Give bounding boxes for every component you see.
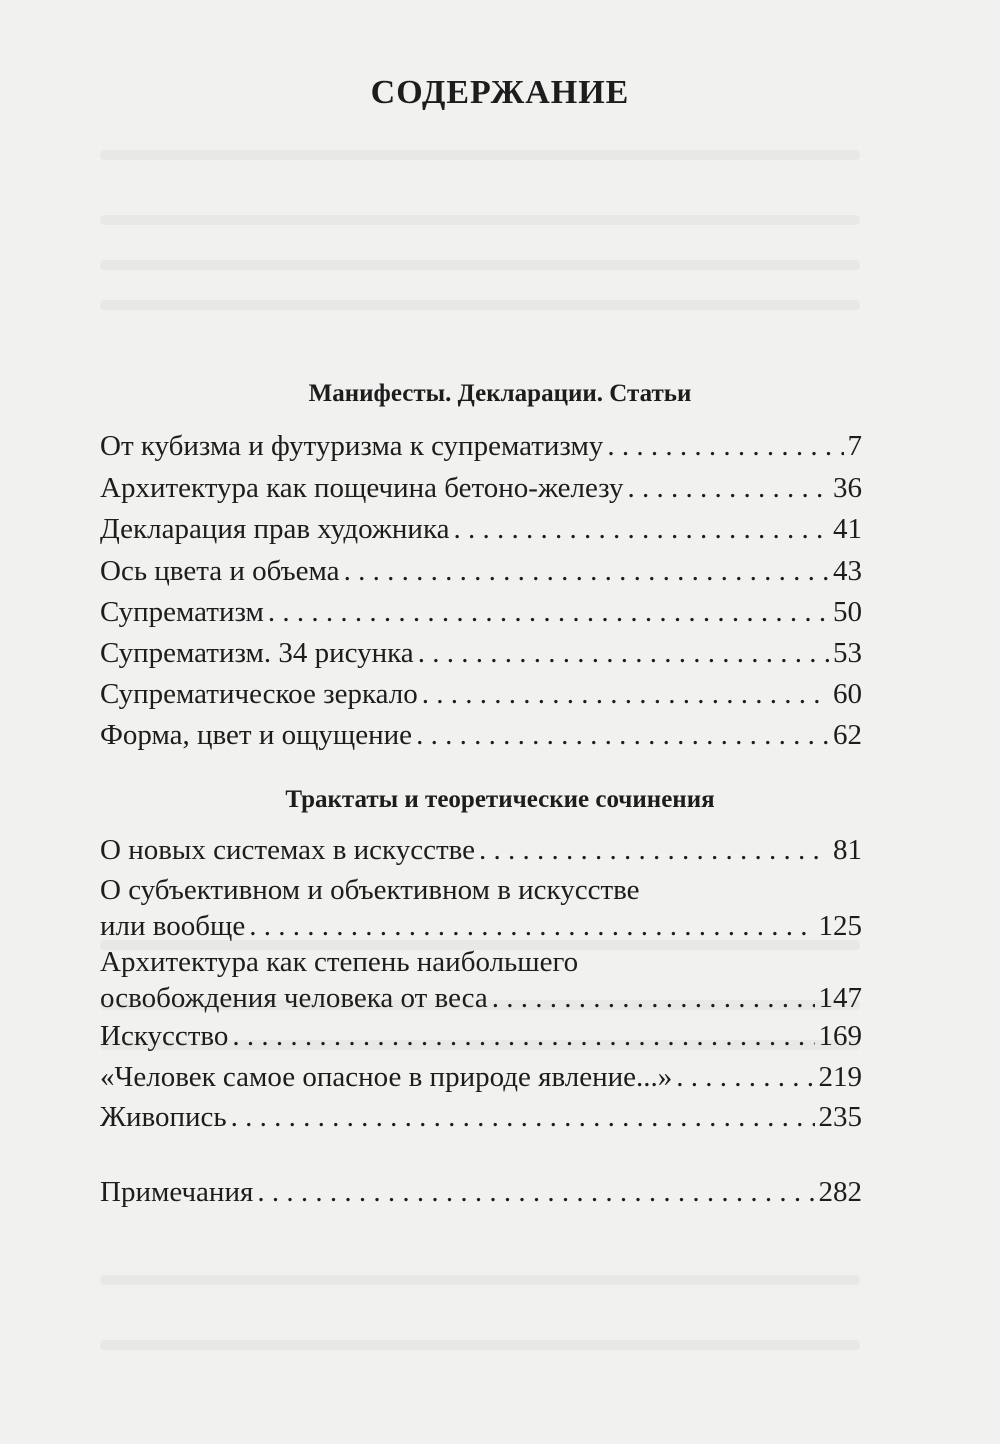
toc-entry-title: или вообще: [100, 910, 246, 942]
toc-entry-page: 60: [833, 678, 862, 710]
leader-dots: [249, 908, 814, 944]
toc-entry-page: 50: [833, 596, 862, 628]
toc-entry-page: 53: [833, 637, 862, 669]
toc-entry[interactable]: [100, 594, 862, 630]
toc-entry[interactable]: [100, 470, 862, 506]
toc-entry[interactable]: [100, 635, 862, 671]
leader-dots: [416, 717, 829, 753]
toc-entry-title: Декларация прав художника: [100, 513, 450, 545]
toc-entry-page: 43: [833, 555, 862, 587]
toc-entry-title: Супрематическое зеркало: [100, 678, 418, 710]
leader-dots: [231, 1099, 815, 1135]
toc-entry-page: 219: [818, 1061, 862, 1093]
leader-dots: [607, 428, 843, 464]
toc-entry-title: освобождения человека от веса: [100, 982, 488, 1014]
leader-dots: [232, 1018, 814, 1054]
toc-entry-title: Ось цвета и объема: [100, 555, 340, 587]
toc-entry[interactable]: [100, 832, 862, 868]
toc-entry-title-line1: Архитектура как степень наибольшего: [100, 946, 579, 978]
toc-entry[interactable]: [100, 511, 862, 547]
toc-entry[interactable]: [100, 1059, 862, 1095]
toc-entry[interactable]: [100, 717, 862, 753]
toc-entry-title: Живопись: [100, 1101, 227, 1133]
leader-dots: [268, 594, 829, 630]
toc-entry-page: 41: [833, 513, 862, 545]
toc-entry-page: 147: [818, 982, 862, 1014]
toc-entry-page: 282: [818, 1176, 862, 1208]
leader-dots: [492, 980, 815, 1016]
leader-dots: [422, 676, 829, 712]
toc-entry-title: О новых системах в искусстве: [100, 834, 476, 866]
leader-dots: [479, 832, 829, 868]
toc-entry-page: 125: [818, 910, 862, 942]
toc-entry-title: От кубизма и футуризма к супрематизму: [100, 430, 604, 462]
toc-entry[interactable]: [100, 944, 862, 1016]
toc-entry-page: 81: [833, 834, 862, 866]
toc-entry-notes[interactable]: [100, 1174, 862, 1210]
leader-dots: [257, 1174, 814, 1210]
section-title-treatises: Трактаты и теоретические сочинения: [285, 786, 715, 813]
toc-entry-page: 169: [818, 1020, 862, 1052]
toc-entry[interactable]: [100, 1018, 862, 1054]
toc-entry-page: 7: [847, 430, 862, 462]
toc-entry-title: Примечания: [100, 1176, 254, 1208]
toc-entry[interactable]: [100, 676, 862, 712]
toc-entry[interactable]: [100, 872, 862, 944]
toc-entry-page: 235: [818, 1101, 862, 1133]
leader-dots: [453, 511, 829, 547]
leader-dots: [628, 470, 829, 506]
toc-entry-title: «Человек самое опасное в природе явление...»: [100, 1061, 673, 1093]
toc-entry[interactable]: [100, 553, 862, 589]
toc-entry[interactable]: [100, 1099, 862, 1135]
section-title-manifestos: Манифесты. Декларации. Статьи: [308, 380, 692, 407]
toc-entry-page: 36: [833, 472, 862, 504]
toc-entry-page: 62: [833, 719, 862, 751]
leader-dots: [418, 635, 829, 671]
leader-dots: [344, 553, 829, 589]
toc-entry-title-line1: О субъективном и объективном в искусстве: [100, 874, 640, 906]
toc-entry-title: Искусство: [100, 1020, 229, 1052]
toc-entry-title: Супрематизм: [100, 596, 264, 628]
toc-entry-title: Форма, цвет и ощущение: [100, 719, 413, 751]
toc-entry-title: Архитектура как пощечина бетоно-железу: [100, 472, 624, 504]
toc-entry-title: Супрематизм. 34 рисунка: [100, 637, 414, 669]
page-title: СОДЕРЖАНИЕ: [370, 74, 630, 111]
leader-dots: [676, 1059, 814, 1095]
toc-entry[interactable]: [100, 428, 862, 464]
